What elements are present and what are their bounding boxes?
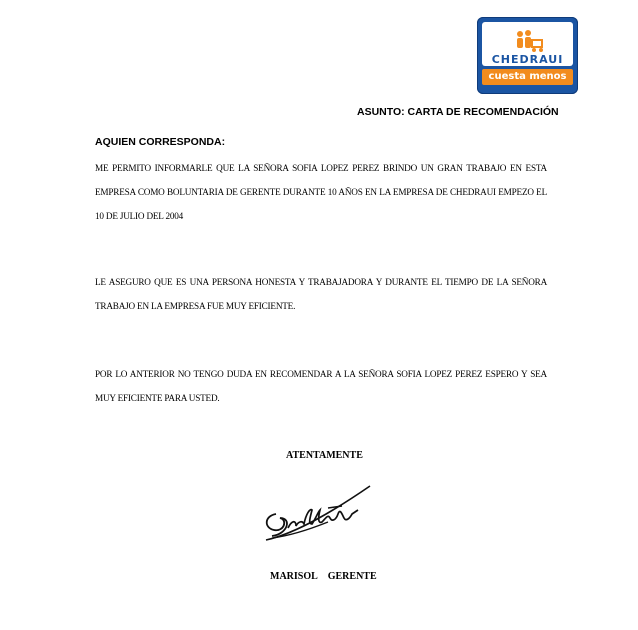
logo-panel (482, 22, 573, 66)
chedraui-logo (477, 17, 578, 94)
letter-paragraph-1: ME PERMITO INFORMARLE QUE LA SEÑORA SOFIA LOPEZ PEREZ BRINDO UN GRAN TRABAJO EN ESTA EMPRESA COMO BOLUNTARIA DE GERENTE DURANTE 10 AÑOS EN LA EMPRESA DE CHEDRAUI EMPEZO EL 10 DE JULIO DEL 2004 (95, 163, 547, 221)
letter-salutation: AQUIEN CORRESPONDA: (95, 136, 226, 148)
letter-subject: ASUNTO: CARTA DE RECOMENDACIÓN (357, 106, 559, 118)
letter-paragraph-3: POR LO ANTERIOR NO TENGO DUDA EN RECOMENDAR A LA SEÑORA SOFIA LOPEZ PEREZ ESPERO Y SEA MUY EFICIENTE PARA USTED. (95, 369, 547, 403)
logo-brand-name: CHEDRAUI (491, 53, 564, 66)
letter-closing: ATENTAMENTE (286, 450, 363, 461)
logo-slogan: cuesta menos (482, 69, 573, 85)
letter-signer: MARISOL GERENTE (270, 571, 377, 582)
handwritten-signature (258, 478, 378, 558)
letter-paragraph-2: LE ASEGURO QUE ES UNA PERSONA HONESTA Y TRABAJADORA Y DURANTE EL TIEMPO DE LA SEÑORA TRABAJO EN LA EMPRESA FUE MUY EFICIENTE. (95, 277, 547, 311)
shopping-cart-figures-icon (510, 30, 546, 54)
